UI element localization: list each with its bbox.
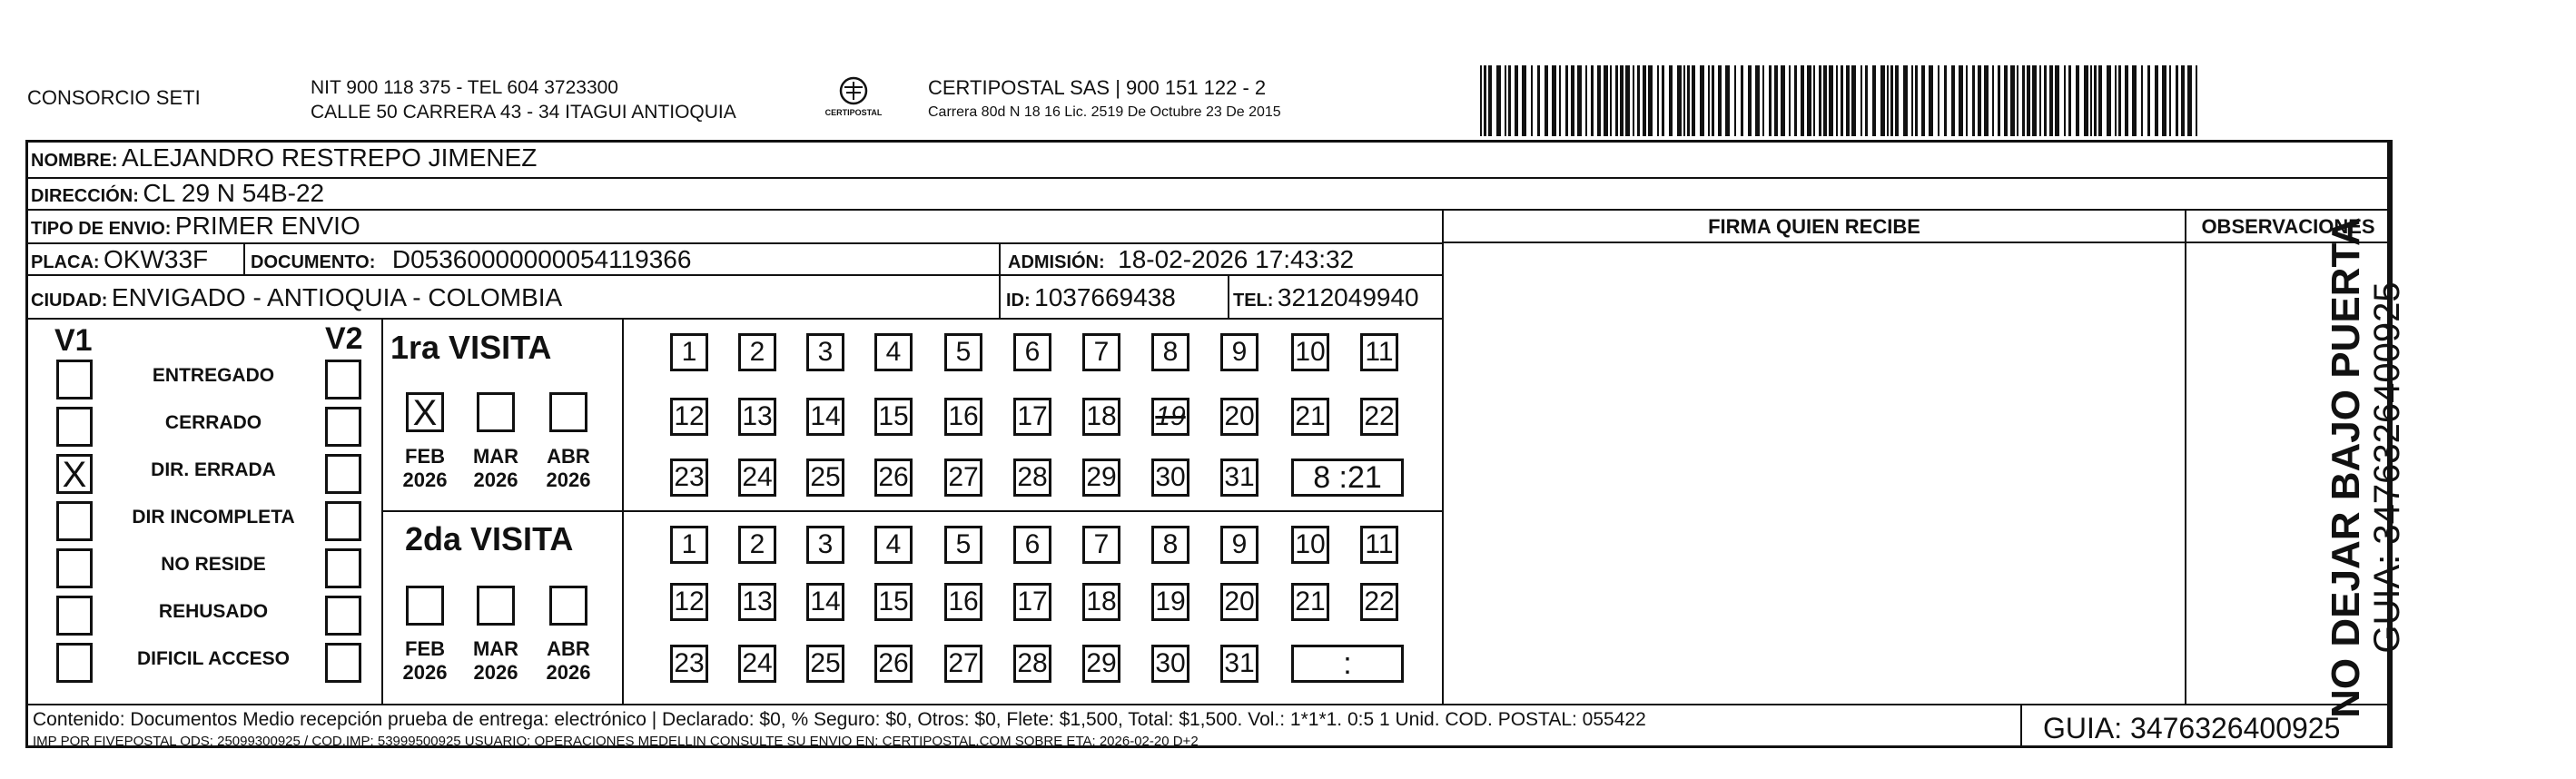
v2-label: V2 [325,321,363,356]
v2-checkbox-entregado[interactable] [325,360,361,399]
first-visit-day-11[interactable]: 11 [1360,333,1398,371]
footer-guia: GUIA: 3476326400925 [2043,712,2341,744]
second-visit-day-18[interactable]: 18 [1082,583,1120,621]
second-visit-day-2[interactable]: 2 [738,526,776,564]
v2-checkbox-dificil-acceso[interactable] [325,643,361,683]
first-visit-day-29[interactable]: 29 [1082,459,1120,497]
second-visit-month-label-abr: ABR 2026 [546,637,591,684]
first-visit-day-18[interactable]: 18 [1082,398,1120,436]
first-visit-day-3[interactable]: 3 [806,333,844,371]
first-visit-day-10[interactable]: 10 [1291,333,1329,371]
first-visit-day-28[interactable]: 28 [1013,459,1051,497]
second-visit-month-label-mar: MAR 2026 [472,637,519,684]
first-visit-month-abr[interactable] [549,392,587,432]
second-visit-month-feb[interactable] [406,586,444,626]
placa-row [31,245,208,274]
v2-checkbox-no-reside[interactable] [325,548,361,588]
first-visit-month-label-feb: FEB 2026 [402,445,448,491]
first-visit-day-23[interactable]: 23 [670,459,708,497]
second-visit-month-abr[interactable] [549,586,587,626]
second-visit-day-14[interactable]: 14 [806,583,844,621]
v2-checkbox-cerrado[interactable] [325,407,361,447]
first-visit-day-31[interactable]: 31 [1220,459,1258,497]
admision-row [1008,245,1354,274]
id-value: 1037669438 [1034,283,1176,311]
nombre-label: NOMBRE: [31,151,118,171]
documento-label: DOCUMENTO: [251,252,376,272]
second-visit-day-11[interactable]: 11 [1360,526,1398,564]
first-visit-day-17[interactable]: 17 [1013,398,1051,436]
v1-checkbox-entregado[interactable] [56,360,93,399]
side-label [2324,195,2406,740]
status-label-no-reside: NO RESIDE [161,554,266,575]
second-visit-day-31[interactable]: 31 [1220,645,1258,683]
contenido-line: Contenido: Documentos Medio recepción prueba de entrega: electrónico | Declarado: $0, % Seguro: $0, Otros: $0, Flete: $1,500, Total: $1,500. Vol.: 1*1*1. 0:5 1 Unid. COD. POSTAL: 055422 [33,709,1646,730]
first-visit-day-9[interactable]: 9 [1220,333,1258,371]
ciudad-row [31,283,562,312]
first-visit-day-22[interactable]: 22 [1360,398,1398,436]
id-label: ID: [1006,291,1031,311]
logo-text: CERTIPOSTAL [824,108,883,117]
id-row [1006,283,1176,312]
status-label-dir-incompleta: DIR INCOMPLETA [132,507,295,528]
first-visit-day-2[interactable]: 2 [738,333,776,371]
second-visit-day-29[interactable]: 29 [1082,645,1120,683]
logo-icon [835,74,872,107]
second-visit-day-23[interactable]: 23 [670,645,708,683]
second-visit-month-label-feb: FEB 2026 [402,637,448,684]
v2-checkbox-dir-errada[interactable] [325,454,361,494]
first-visit-day-20[interactable]: 20 [1220,398,1258,436]
second-visit-day-7[interactable]: 7 [1082,526,1120,564]
first-visit-month-feb[interactable]: X [406,392,444,432]
first-visit-day-6[interactable]: 6 [1013,333,1051,371]
first-visit-day-8[interactable]: 8 [1151,333,1189,371]
status-label-entregado: ENTREGADO [152,365,275,386]
v1-checkbox-rehusado[interactable] [56,596,93,636]
first-visit-day-19[interactable]: 19 [1151,398,1189,436]
second-visit-day-5[interactable]: 5 [944,526,982,564]
second-visit-day-15[interactable]: 15 [874,583,913,621]
first-visit-month-label-mar: MAR 2026 [472,445,519,491]
first-visit-day-30[interactable]: 30 [1151,459,1189,497]
first-visit-day-25[interactable]: 25 [806,459,844,497]
second-visit-day-25[interactable]: 25 [806,645,844,683]
observaciones-header: OBSERVACIONES [2201,215,2375,238]
first-visit-month-label-abr: ABR 2026 [546,445,591,491]
ciudad-value: ENVIGADO - ANTIOQUIA - COLOMBIA [111,283,563,311]
documento-row [251,245,691,274]
first-visit-day-21[interactable]: 21 [1291,398,1329,436]
status-label-rehusado: REHUSADO [158,601,269,622]
first-visit-day-14[interactable]: 14 [806,398,844,436]
v1-checkbox-dir-errada[interactable]: X [56,454,93,494]
second-visit-day-21[interactable]: 21 [1291,583,1329,621]
second-visit-day-26[interactable]: 26 [874,645,913,683]
first-visit-day-4[interactable]: 4 [874,333,913,371]
tipo-row [31,212,360,241]
second-visit-day-24[interactable]: 24 [738,645,776,683]
status-label-cerrado: CERRADO [164,412,262,433]
status-label-dificil-acceso: DIFICIL ACCESO [136,648,290,669]
second-visit-day-3[interactable]: 3 [806,526,844,564]
certi-line: CERTIPOSTAL SAS | 900 151 122 - 2 [928,76,1267,99]
side-guia-text: GUIA: 3476326400925 [2367,281,2407,654]
second-visit-day-13[interactable]: 13 [738,583,776,621]
second-visit-day-30[interactable]: 30 [1151,645,1189,683]
second-visit-day-8[interactable]: 8 [1151,526,1189,564]
second-visit-month-mar[interactable] [477,586,515,626]
second-visit-day-1[interactable]: 1 [670,526,708,564]
first-visit-day-5[interactable]: 5 [944,333,982,371]
ciudad-label: CIUDAD: [31,291,108,311]
first-visit-month-mar[interactable] [477,392,515,432]
direccion-row [31,179,324,208]
placa-value: OKW33F [104,245,209,273]
second-visit-day-9[interactable]: 9 [1220,526,1258,564]
address-line: CALLE 50 CARRERA 43 - 34 ITAGUI ANTIOQUIA [311,102,736,123]
first-visit-day-16[interactable]: 16 [944,398,982,436]
direccion-label: DIRECCIÓN: [31,186,139,206]
placa-label: PLACA: [31,252,100,272]
first-visit-day-13[interactable]: 13 [738,398,776,436]
second-visit-day-19[interactable]: 19 [1151,583,1189,621]
first-visit-title: 1ra VISITA [390,329,552,366]
company-name: CONSORCIO SETI [27,86,201,109]
no-dejar-text: NO DEJAR BAJO PUERTA [2324,217,2368,718]
barcode [1480,65,2206,136]
tel-label: TEL: [1233,291,1274,311]
second-visit-day-27[interactable]: 27 [944,645,982,683]
tel-row [1233,283,1419,312]
first-visit-day-26[interactable]: 26 [874,459,913,497]
v1-checkbox-cerrado[interactable] [56,407,93,447]
certipostal-info [928,75,1281,124]
first-visit-day-7[interactable]: 7 [1082,333,1120,371]
certipostal-logo [817,74,890,127]
v2-checkbox-dir-incompleta[interactable] [325,501,361,541]
admision-value: 18-02-2026 17:43:32 [1118,245,1355,273]
tipo-label: TIPO DE ENVIO: [31,219,172,239]
second-visit-time-box[interactable]: : [1291,645,1404,683]
admision-label: ADMISIÓN: [1008,252,1105,272]
second-visit-day-12[interactable]: 12 [670,583,708,621]
v1-label: V1 [54,323,93,358]
first-visit-day-15[interactable]: 15 [874,398,913,436]
second-visit-day-6[interactable]: 6 [1013,526,1051,564]
v1-checkbox-dir-incompleta[interactable] [56,501,93,541]
second-visit-day-4[interactable]: 4 [874,526,913,564]
firma-header: FIRMA QUIEN RECIBE [1708,215,1920,238]
second-visit-day-17[interactable]: 17 [1013,583,1051,621]
v2-checkbox-rehusado[interactable] [325,596,361,636]
second-visit-day-16[interactable]: 16 [944,583,982,621]
first-visit-day-24[interactable]: 24 [738,459,776,497]
first-visit-day-27[interactable]: 27 [944,459,982,497]
company-info [311,75,736,124]
tipo-value: PRIMER ENVIO [174,212,360,240]
v1-checkbox-no-reside[interactable] [56,548,93,588]
first-visit-time-box[interactable]: 8 :21 [1291,459,1404,497]
first-visit-day-12[interactable]: 12 [670,398,708,436]
nombre-value: ALEJANDRO RESTREPO JIMENEZ [122,143,538,172]
v1-checkbox-dificil-acceso[interactable] [56,643,93,683]
tel-value: 3212049940 [1277,283,1419,311]
nombre-row [31,143,537,173]
documento-value: D05360000000054119366 [391,245,692,273]
license-line: Carrera 80d N 18 16 Lic. 2519 De Octubre 23 De 2015 [928,104,1281,120]
first-visit-day-1[interactable]: 1 [670,333,708,371]
second-visit-title: 2da VISITA [405,520,574,557]
barcode-bars [1480,65,2206,136]
nit-line: NIT 900 118 375 - TEL 604 3723300 [311,77,618,98]
second-visit-day-22[interactable]: 22 [1360,583,1398,621]
second-visit-day-10[interactable]: 10 [1291,526,1329,564]
status-label-dir-errada: DIR. ERRADA [151,459,276,480]
second-visit-day-28[interactable]: 28 [1013,645,1051,683]
second-visit-day-20[interactable]: 20 [1220,583,1258,621]
imp-line: IMP POR FIVEPOSTAL ODS: 25099300925 / COD.IMP: 53999500925 USUARIO: OPERACIONES MEDELLIN CONSULTE SU ENVIO EN: CERTIPOSTAL.COM SOBRE ETA: 2026-02-20 D+2 [33,734,1199,749]
direccion-value: CL 29 N 54B-22 [143,179,325,207]
